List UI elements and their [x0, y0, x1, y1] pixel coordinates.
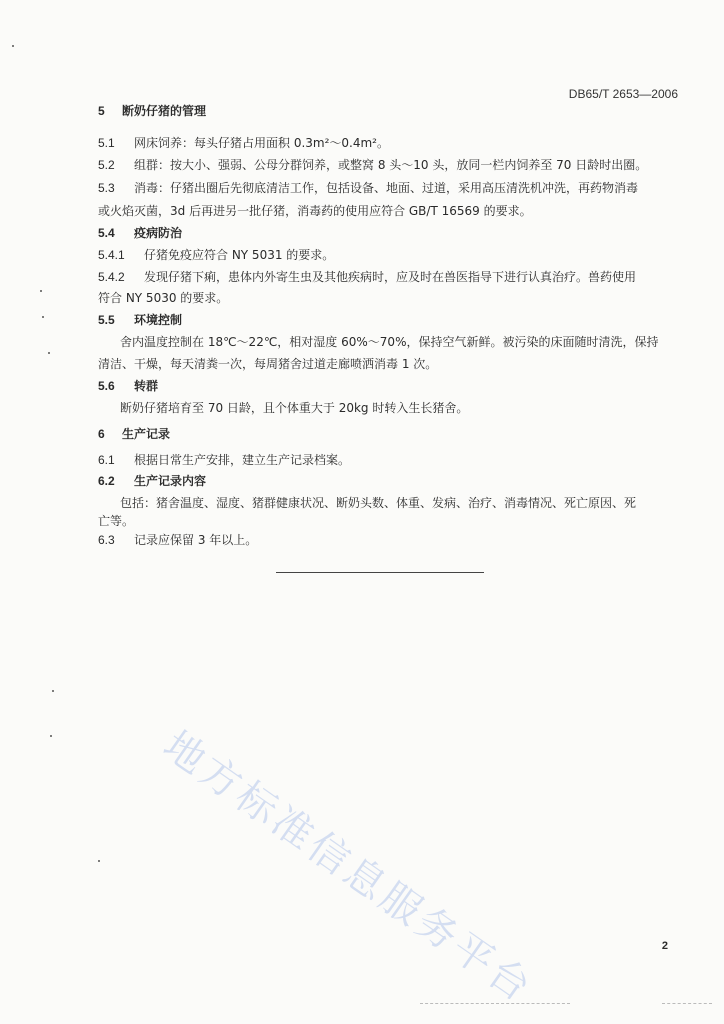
section-title: 断奶仔猪的管理	[122, 104, 207, 118]
subsection-number: 6.2	[98, 474, 115, 488]
subsection-title: 转群	[134, 379, 159, 393]
subsection-title: 生产记录内容	[134, 474, 207, 488]
scan-edge-line	[420, 1003, 570, 1004]
clause-number: 5.2	[98, 158, 115, 172]
subsection-title: 环境控制	[134, 313, 183, 327]
paragraph: 舍内温度控制在 18℃～22℃，相对湿度 60%～70%，保持空气新鲜。被污染的床面随时清洗，保持	[120, 335, 659, 349]
paragraph-continuation: 亡等。	[98, 514, 135, 528]
clause	[98, 134, 680, 152]
page-number: 2	[661, 940, 668, 952]
end-divider	[276, 572, 484, 573]
clause	[98, 268, 680, 286]
subsection-heading	[98, 311, 680, 329]
scan-speck	[98, 860, 100, 862]
subsection-number: 5.6	[98, 379, 115, 393]
clause	[98, 179, 680, 197]
subsection-heading	[98, 377, 680, 395]
clause-text: 消毒：仔猪出圈后先彻底清洁工作，包括设备、地面、过道，采用高压清洗机冲洗，再药物消毒	[134, 181, 639, 195]
section-number: 6	[98, 427, 105, 441]
scan-speck	[40, 290, 42, 292]
watermark: 地方标准信息服务平台	[154, 722, 542, 1013]
clause-text: 仔猪免疫应符合 NY 5031 的要求。	[144, 248, 335, 262]
clause-text: 网床饲养：每头仔猪占用面积 0.3m²～0.4m²。	[134, 136, 389, 150]
section-number: 5	[98, 104, 105, 118]
clause	[98, 246, 680, 264]
scan-speck	[12, 45, 14, 47]
scan-speck	[50, 735, 52, 737]
paragraph: 断奶仔猪培育至 70 日龄，且个体重大于 20kg 时转入生长猪舍。	[120, 401, 469, 415]
subsection-number: 5.5	[98, 313, 115, 327]
subsection-heading	[98, 472, 680, 490]
clause-number: 6.1	[98, 453, 115, 467]
scan-speck	[52, 690, 54, 692]
clause-continuation: 或火焰灭菌，3d 后再进另一批仔猪，消毒药的使用应符合 GB/T 16569 的要求。	[98, 204, 532, 218]
subsection-title: 疫病防治	[134, 226, 183, 240]
clause-number: 5.4.2	[98, 270, 125, 284]
clause-number: 6.3	[98, 533, 115, 547]
scan-speck	[42, 316, 44, 318]
clause-text: 组群：按大小、强弱、公母分群饲养，或整窝 8 头～10 头，放同一栏内饲养至 70 日龄时出圈。	[134, 158, 648, 172]
clause-number: 5.1	[98, 136, 115, 150]
clause	[98, 451, 680, 469]
subsection-number: 5.4	[98, 226, 115, 240]
paragraph: 包括：猪舍温度、湿度、猪群健康状况、断奶头数、体重、发病、治疗、消毒情况、死亡原因、死	[120, 496, 637, 510]
clause-text: 根据日常生产安排，建立生产记录档案。	[134, 453, 351, 467]
scan-speck	[48, 352, 50, 354]
clause-text: 记录应保留 3 年以上。	[134, 533, 258, 547]
section-heading	[98, 425, 680, 443]
clause-number: 5.3	[98, 181, 115, 195]
paragraph-continuation: 清洁、干燥，每天清粪一次，每周猪舍过道走廊喷洒消毒 1 次。	[98, 357, 438, 371]
section-heading	[98, 102, 680, 120]
clause-text: 发现仔猪下痢，患体内外寄生虫及其他疾病时，应及时在兽医指导下进行认真治疗。兽药使用	[144, 270, 637, 284]
scan-edge-line	[662, 1003, 712, 1004]
subsection-heading	[98, 224, 680, 242]
clause	[98, 531, 680, 549]
clause-continuation: 符合 NY 5030 的要求。	[98, 291, 229, 305]
section-title: 生产记录	[122, 427, 171, 441]
clause	[98, 156, 680, 174]
document-code: DB65/T 2653—2006	[568, 87, 678, 101]
clause-number: 5.4.1	[98, 248, 125, 262]
